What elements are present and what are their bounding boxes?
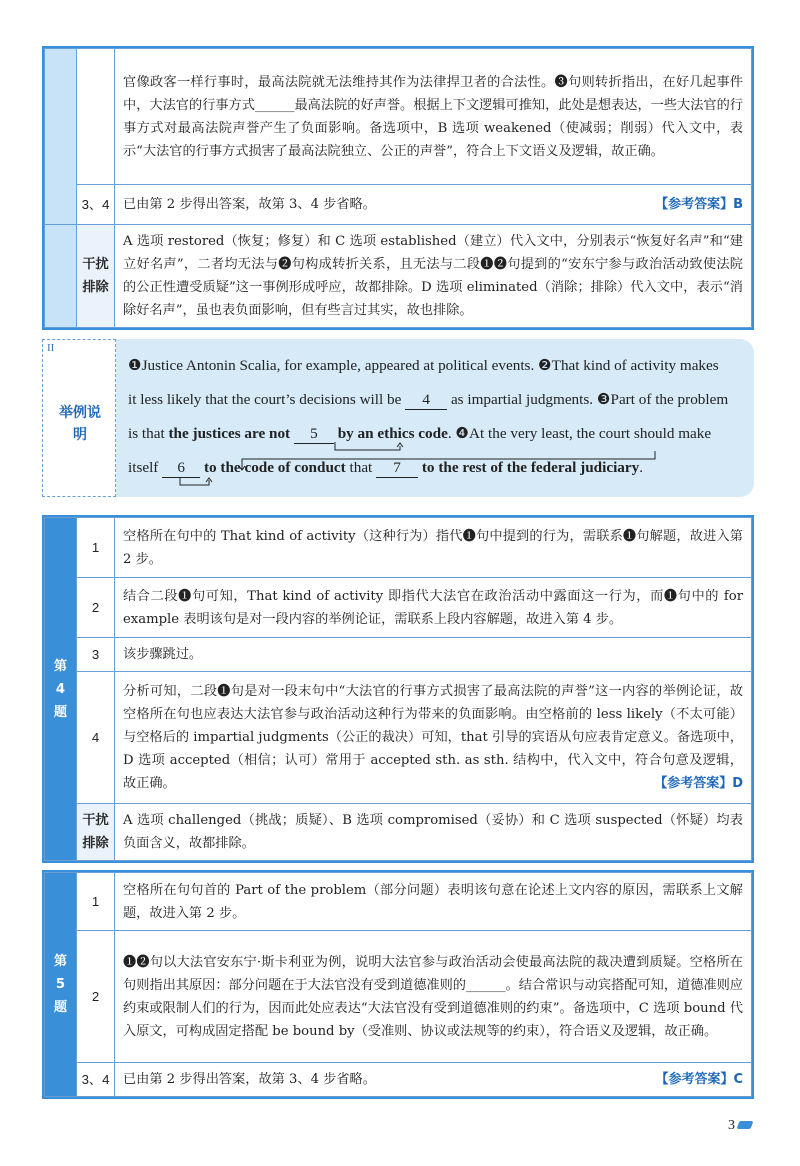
analysis-table-q5 xyxy=(42,870,754,1099)
graduation-cap-icon xyxy=(737,1121,754,1129)
question-side-label xyxy=(45,49,77,225)
blank-7: 7 xyxy=(376,459,418,478)
step-number: 3 xyxy=(77,638,115,672)
blank-4: 4 xyxy=(405,391,447,410)
question-5-label: 第5题 xyxy=(45,873,77,1097)
distractor-text: A 选项 restored（恢复；修复）和 C 选项 established（建立）代入文中，分别表示“恢复好名声”和“建立好名声”，二者均无法与❷句构成转折关系，且无法与二段❶❷句提到的“安东宁参与政治活动致使法院的公正性遭受质疑”这一事例形成呼应，故都排除。D 选项 eliminated（消除；排除）代入文中，表示“消除好名声”，虽也表负面影响，但有些言过其实，故也排除。 xyxy=(115,225,752,328)
step-number: 2 xyxy=(77,931,115,1063)
passage-line-1: ❶Justice Antonin Scalia, for example, appeared at political events. ❷That kind of activity makes xyxy=(128,357,719,374)
step-number: 1 xyxy=(77,873,115,931)
step-number xyxy=(77,49,115,185)
analysis-table-q3-continued xyxy=(42,46,754,330)
step-number: 2 xyxy=(77,578,115,638)
step-number: 3、4 xyxy=(77,1063,115,1097)
step-number: 4 xyxy=(77,672,115,804)
step-number: 3、4 xyxy=(77,185,115,225)
reference-answer: 【参考答案】C xyxy=(655,1072,743,1087)
question-4-label: 第4题 xyxy=(45,518,77,861)
reference-answer: 【参考答案】B xyxy=(655,197,743,212)
passage-line-2: it less likely that the court’s decisions will be 4 as impartial judgments. ❸Part of the problem xyxy=(128,391,729,408)
example-box xyxy=(42,339,754,497)
step-text: 官像政客一样行事时，最高法院就无法维持其作为法律捍卫者的合法性。❸句则转折指出，在好几起事件中，大法官的行事方式______最高法院的好声誉。根据上下文逻辑可推知，此处是想表达，一些大法官的行事方式对最高法院声誉产生了负面影响。备选项中，B 选项 weakened（使减弱；削弱）代入文中，表示“大法官的行事方式损害了最高法院独立、公正的声誉”，符合上下文语义及逻辑，故正确。 xyxy=(115,49,752,185)
section-roman-numeral: II xyxy=(47,342,55,354)
example-passage xyxy=(116,339,754,497)
step-text: 空格所在句句首的 Part of the problem（部分问题）表明该句意在论述上文内容的原因，需联系上文解题，故进入第 2 步。 xyxy=(115,873,752,931)
step-text: ❶❷句以大法官安东宁·斯卡利亚为例，说明大法官参与政治活动会使最高法院的裁决遭到质疑。空格所在句则指出其原因：部分问题在于大法官没有受到道德准则的______。结合常识与动宾搭配可知，道德准则应约束或限制人们的行为，因而此处应表达“大法官没有受到道德准则的约束”。备选项中，C 选项 bound 代入原文，可构成固定搭配 be bound by（受准则、协议或法规等的约束），符合语义及逻辑，故正确。 xyxy=(115,931,752,1063)
distractor-label: 干扰排除 xyxy=(77,225,115,328)
question-side-label xyxy=(45,225,77,328)
step-number: 1 xyxy=(77,518,115,578)
step-text: 已由第 2 步得出答案，故第 3、4 步省略。 xyxy=(123,1072,376,1087)
step-text: 结合二段❶句可知，That kind of activity 即指代大法官在政治活动中露面这一行为，而❶句中的 for example 表明该句是对一段内容的举例论证，需联系上段内容解题，故进入第 4 步。 xyxy=(115,578,752,638)
distractor-label: 干扰排除 xyxy=(77,804,115,861)
example-title: 举例说明 xyxy=(59,405,101,443)
passage-line-4: itself 6 to the code of conduct that 7 to the rest of the federal judiciary. xyxy=(128,459,644,476)
page-number: 3 xyxy=(728,1118,752,1134)
step-text: 该步骤跳过。 xyxy=(115,638,752,672)
step-text: 分析可知，二段❶句是对一段末句中“大法官的行事方式损害了最高法院的声誉”这一内容的举例论证，故空格所在句也应表达大法官参与政治活动这种行为带来的负面影响。由空格前的 less likely（不太可能）与空格后的 impartial judgments（公正的裁决）可知，that 引导的宾语从句应表肯定意义。备选项中，D 选项 accepted（相信；认可）常用于 accepted sth. as sth. 结构中，代入文中，符合句意及逻辑，故正确。 xyxy=(123,684,743,791)
analysis-table-q4 xyxy=(42,515,754,863)
reference-answer: 【参考答案】D xyxy=(654,776,743,791)
step-text: 空格所在句中的 That kind of activity（这种行为）指代❶句中提到的行为，需联系❶句解题，故进入第 2 步。 xyxy=(115,518,752,578)
blank-5: 5 xyxy=(294,425,334,444)
passage-line-3: is that the justices are not 5 by an ethics code. ❹At the very least, the court should make xyxy=(128,425,712,442)
distractor-text: A 选项 challenged（挑战；质疑）、B 选项 compromised（妥协）和 C 选项 suspected（怀疑）均表负面含义，故都排除。 xyxy=(115,804,752,861)
example-label-panel xyxy=(42,339,116,497)
step-text: 已由第 2 步得出答案，故第 3、4 步省略。 xyxy=(123,197,376,212)
blank-6: 6 xyxy=(162,459,200,478)
